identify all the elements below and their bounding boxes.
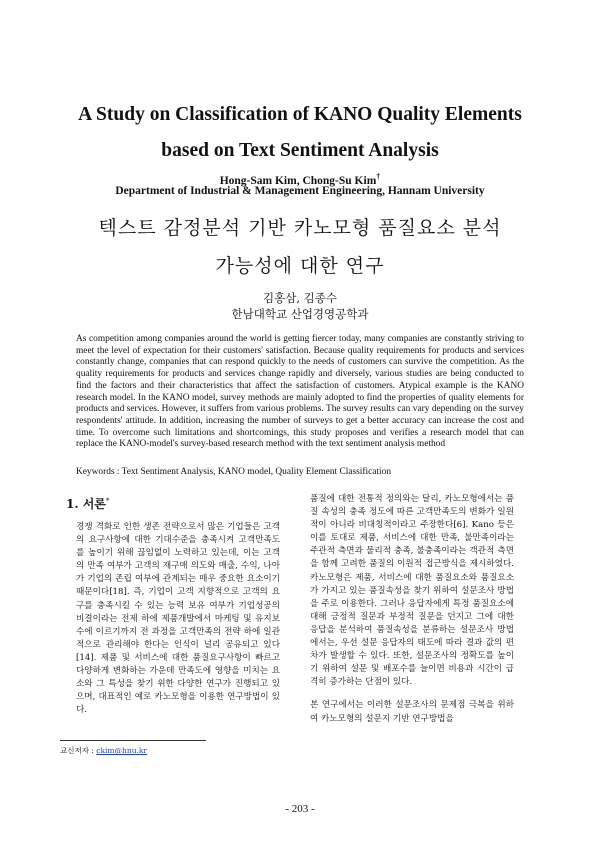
right-column-paragraph-1: 품질에 대한 전통적 정의와는 달리, 카노모형에서는 품질 속성의 충족 정도에 따른 고객만족도의 변화가 일원적이 아니라 비대칭적이라고 주장한다[6]. Kano 등은 이를 토대로 제품, 서비스에 대한 만족, 불만족이라는 주관적 측면과 물리적 충족, 불충족이라는 객관적 측면을 함께 고려한 품질의 이원적 접근방식을 제시하였다. 카노모형은 제품, 서비스에 대한 품질요소와 품질요소가 가지고 있는 품질속성을 찾기 위하여 설문조사 방법을 주로 이용한다. 그러나 응답자에게 특정 품질요소에 대해 긍정적 질문과 부정적 질문을 던지고 그에 대한 응답을 분석하여 품질속성을 분류하는 설문조사 방법에서는, 우선 설문 응답자의 태도에 따라 결과 값의 편차가 발생할 수 있다. 또한, 설문조사의 정확도를 높이기 위하여 설문 및 배포수를 늘이면 비용과 시간이 급격히 증가하는 단점이 있다. (310, 494, 514, 688)
authors-korean: 김홍삼, 김종수 (263, 291, 337, 305)
abstract: As competition among companies around the world is getting fiercer today, many companies are constantly striving to meet the level of expectation for their customers' satisfaction. Because quality requirements for products and services constantly change, companies that can respond quickly to the needs of customers can survive the competition. As the quality requirements for products and services change rapidly and diversely, various studies are being conducted to find the factors and their characteristics that affect the satisfaction of customers. Atypical example is the KANO research model. In the KANO model, survey methods are mainly adopted to find the properties of quality elements for products and services. However, it suffers from various problems. The survey results can vary depending on the survey respondents' attitude. In addition, increasing the number of surveys to get a better accuracy can increase the cost and time. To overcome such limitations and shortcomings, this study proposes and verifies a research model that can replace the KANO-model's survey-based research method with the text sentiment analysis method (76, 334, 524, 450)
right-column (310, 493, 514, 726)
left-column-paragraph: 경쟁 격화로 인한 생존 전략으로서 많은 기업들은 고객의 요구사항에 대한 기대수준을 충족시켜 고객만족도를 높이기 위해 끊임없이 노력하고 있는데, 이는 고객의 만족 여부가 고객의 재구매 의도와 매출, 수익, 나아가 기업의 존립 여부에 관계되는 매우 중요한 요소이기 때문이다[18]. 즉, 기업이 고객 지향적으로 고객의 요구를 충족시킬 수 있는 능력 보유 여부가 기업성공의 비결이라는 전제 하에 제품개발에서 마케팅 및 유지보수에 이르기까지 전 과정을 고객만족의 전략 하에 일관적으로 관리해야 한다는 인식이 널리 공유되고 있다[14]. 제품 및 서비스에 대한 품질요구사항이 빠르고 다양하게 변화하는 가운데 만족도에 영향을 미치는 요소와 그 특성을 찾기 위한 다양한 연구가 진행되고 있으며, 대표적인 예로 카노모형을 이용한 연구방법이 있다. (76, 522, 280, 716)
paper-title-korean (20, 209, 580, 285)
affiliation-korean: 한남대학교 산업경영공학과 (231, 307, 369, 321)
right-column-paragraph-2: 본 연구에서는 이러한 설문조사의 문제점 극복을 위하여 카노모형의 설문지 기반 연구방법을 (310, 700, 514, 724)
footnote-label: 교신저자 : (60, 746, 94, 755)
corresponding-email-link[interactable]: ckim@hnu.kr (96, 746, 148, 755)
left-column (76, 521, 280, 717)
title-ko-line-1: 텍스트 감정분석 기반 카노모형 품질요소 분석 (98, 217, 502, 239)
title-ko-line-2: 가능성에 대한 연구 (215, 255, 385, 277)
section-footnote-mark: * (105, 497, 110, 505)
corresponding-author-mark: † (376, 172, 381, 181)
paper-title-english (20, 97, 580, 169)
title-en-line-1: A Study on Classification of KANO Quality Elements (78, 104, 522, 125)
footnote (60, 746, 147, 756)
title-en-line-2: based on Text Sentiment Analysis (161, 140, 439, 161)
keywords: Keywords : Text Sentiment Analysis, KANO model, Quality Element Classification (76, 467, 392, 477)
section-heading-introduction (66, 493, 109, 512)
page-number: - 203 - (285, 803, 315, 815)
section-title: 1. 서론 (66, 497, 106, 511)
author-names-en: Hong-Sam Kim, Chong-Su Kim (219, 174, 377, 187)
affiliation-english: Department of Industrial & Management Engineering, Hannam University (115, 185, 485, 197)
footnote-divider (60, 740, 206, 741)
